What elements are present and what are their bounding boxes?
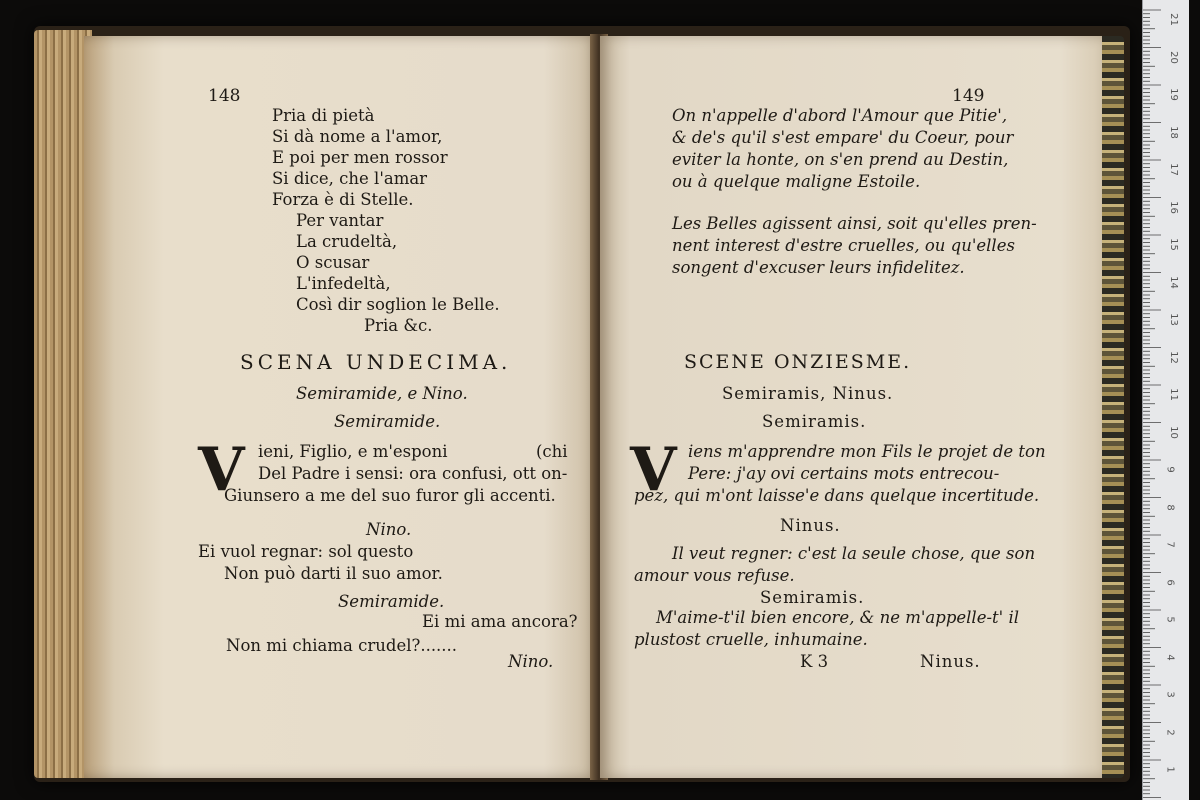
speech-line: Non mi chiama crudel?....... — [226, 636, 458, 655]
ruler-label: 12 — [1167, 350, 1179, 364]
ruler-label: 17 — [1167, 163, 1179, 176]
speech-line: Giunsero a me del suo furor gli accenti. — [224, 486, 556, 505]
ruler-label: 9 — [1164, 466, 1176, 473]
left-page — [84, 36, 598, 778]
speech-line: Il veut regner: c'est la seule chose, que son — [672, 544, 1036, 563]
verse-line: Si dice, che l'amar — [272, 169, 428, 188]
ruler-ticks — [1143, 0, 1189, 800]
prose-line: nent interest d'estre cruelles, ou qu'elles — [672, 236, 1015, 255]
ruler-label: 4 — [1164, 653, 1176, 661]
drop-cap: V — [198, 435, 245, 505]
speaker-name: Semiramis. — [760, 588, 865, 607]
speech-line: Pere: j'ay ovi certains mots entrecou- — [688, 464, 1000, 483]
ruler-label: 14 — [1167, 275, 1179, 289]
verse-line: Forza è di Stelle. — [272, 190, 414, 209]
verse-line: La crudeltà, — [296, 232, 398, 251]
refrain: Pria &c. — [364, 316, 433, 335]
speech-line: plustost cruelle, inhumaine. — [634, 630, 868, 649]
catchword: Nino. — [508, 652, 554, 671]
page-number-right: 149 — [952, 86, 985, 106]
characters: Semiramide, e Nino. — [296, 384, 468, 403]
verse-line: Così dir soglion le Belle. — [296, 295, 500, 314]
ruler-label: 10 — [1167, 425, 1179, 439]
speaker-name: Semiramide. — [338, 592, 445, 611]
ruler-label: 11 — [1167, 388, 1179, 401]
verse-line: O scusar — [296, 253, 370, 272]
scene-title: SCENA UNDECIMA. — [240, 350, 512, 374]
ruler-label: 6 — [1164, 578, 1176, 586]
speech-line-end: (chi — [536, 442, 568, 461]
speech-line: Ei vuol regnar: sol questo — [198, 542, 414, 561]
ruler-label: 2 — [1164, 728, 1176, 736]
prose-line: On n'appelle d'abord l'Amour que Pitie', — [672, 106, 1008, 125]
speaker-name: Semiramis. — [762, 412, 867, 431]
ruler-label: 8 — [1164, 503, 1176, 511]
speaker-name: Semiramide. — [334, 412, 441, 431]
verse-line: E poi per men rossor — [272, 148, 448, 167]
signature-mark: K 3 — [800, 652, 829, 671]
prose-line: ou à quelque maligne Estoile. — [672, 172, 921, 191]
ruler-label: 7 — [1164, 541, 1176, 548]
ruler-label: 20 — [1167, 50, 1179, 64]
ruler-label: 21 — [1167, 13, 1179, 26]
speech-line: Non può darti il suo amor. — [224, 564, 443, 583]
page-number-left: 148 — [208, 86, 241, 106]
ruler-label: 3 — [1164, 691, 1176, 698]
ruler-label: 19 — [1167, 88, 1179, 101]
ruler-label: 1 — [1164, 766, 1176, 773]
speech-line: amour vous refuse. — [634, 566, 795, 585]
speaker-name: Nino. — [366, 520, 412, 539]
ruler-label: 18 — [1167, 125, 1179, 139]
speech-line: Del Padre i sensi: ora confusi, ott on- — [258, 464, 568, 483]
verse-line: L'infedeltà, — [296, 274, 391, 293]
scene-title: SCENE ONZIESME. — [684, 351, 912, 373]
ruler-label: 13 — [1167, 313, 1179, 326]
catchword: Ninus. — [920, 652, 981, 671]
ruler-label: 16 — [1167, 200, 1179, 214]
prose-line: Les Belles agissent ainsi, soit qu'elles pren- — [672, 214, 1037, 233]
verse-line: Per vantar — [296, 211, 384, 230]
characters: Semiramis, Ninus. — [722, 384, 894, 403]
speech-line: Ei mi ama ancora? — [422, 612, 578, 631]
ruler-label: 15 — [1167, 238, 1179, 251]
speech-line: ieni, Figlio, e m'esponi — [258, 442, 448, 461]
verse-line: Pria di pietà — [272, 106, 375, 125]
speech-line: iens m'apprendre mon Fils le projet de ton — [688, 442, 1046, 461]
ruler-label: 5 — [1164, 616, 1176, 623]
measuring-ruler — [1142, 0, 1189, 800]
prose-line: eviter la honte, on s'en prend au Destin, — [672, 150, 1009, 169]
speech-line: pez, qui m'ont laisse'e dans quelque incertitude. — [634, 486, 1040, 505]
drop-cap: V — [630, 435, 677, 505]
prose-line: songent d'excuser leurs infidelitez. — [672, 258, 965, 277]
right-page — [600, 36, 1102, 778]
speaker-name: Ninus. — [780, 516, 841, 535]
prose-line: & de's qu'il s'est empare' du Coeur, pour — [672, 128, 1014, 147]
verse-line: Si dà nome a l'amor, — [272, 127, 443, 146]
speech-line: M'aime-t'il bien encore, & ne m'appelle-t' il — [656, 608, 1020, 627]
